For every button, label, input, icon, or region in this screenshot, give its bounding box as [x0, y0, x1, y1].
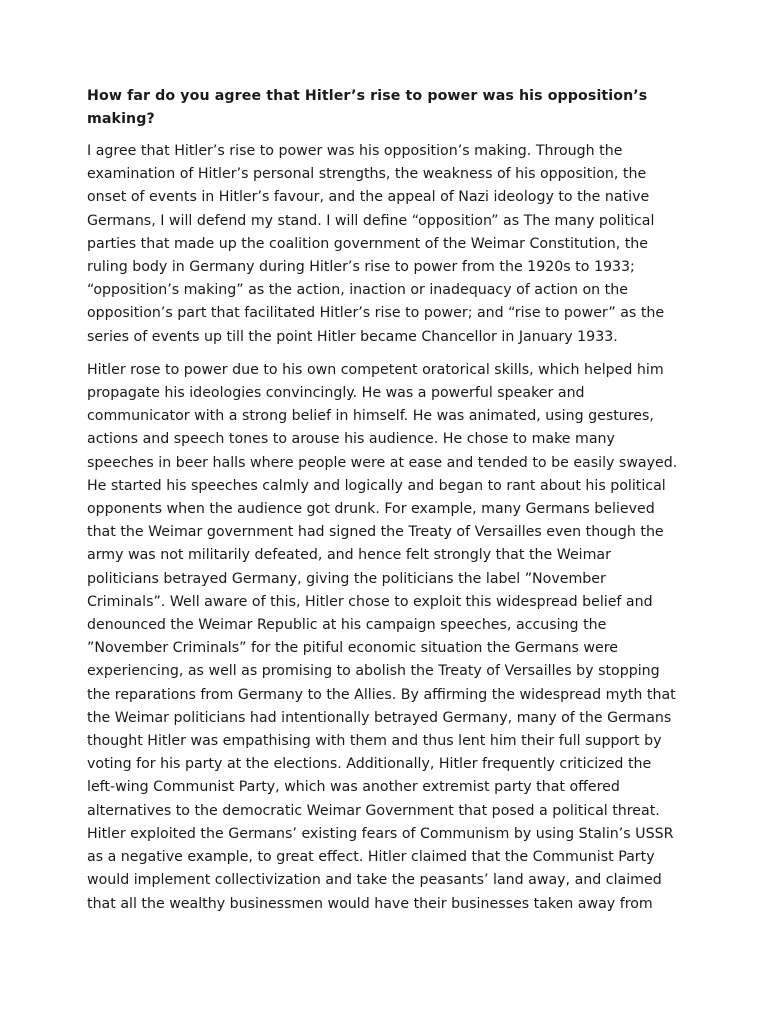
paragraph-oratory	[87, 359, 677, 916]
text-line: experiencing, as well as promising to abolish the Treaty of Versailles by stopping	[87, 663, 660, 680]
text-line: Germans, I will defend my stand. I will define “opposition” as The many political	[87, 212, 655, 229]
text-line: alternatives to the democratic Weimar Government that posed a political threat.	[87, 802, 660, 819]
text-line: thought Hitler was empathising with them and thus lent him their full support by	[87, 733, 662, 750]
text-line: denounced the Weimar Republic at his campaign speeches, accusing the	[87, 617, 607, 634]
text-line: Hitler rose to power due to his own competent oratorical skills, which helped him	[87, 361, 664, 378]
text-line: actions and speech tones to arouse his audience. He chose to make many	[87, 431, 615, 448]
title-line: How far do you agree that Hitler’s rise to power was his opposition’s	[87, 88, 648, 104]
text-line: series of events up till the point Hitler became Chancellor in January 1933.	[87, 328, 618, 345]
text-line: communicator with a strong belief in himself. He was animated, using gestures,	[87, 408, 654, 425]
text-line: opposition’s part that facilitated Hitler’s rise to power; and “rise to power” as the	[87, 305, 665, 322]
text-line: speeches in beer halls where people were at ease and tended to be easily swayed.	[87, 454, 678, 471]
text-line: Hitler exploited the Germans’ existing fears of Communism by using Stalin’s USSR	[87, 825, 674, 842]
text-line: ruling body in Germany during Hitler’s rise to power from the 1920s to 1933;	[87, 259, 635, 276]
text-line: onset of events in Hitler’s favour, and the appeal of Nazi ideology to the native	[87, 189, 650, 206]
essay-title	[87, 85, 677, 131]
text-line: would implement collectivization and take the peasants’ land away, and claimed	[87, 872, 662, 889]
text-line: “opposition’s making” as the action, inaction or inadequacy of action on the	[87, 282, 628, 299]
text-line: I agree that Hitler’s rise to power was his opposition’s making. Through the	[87, 143, 623, 159]
text-line: that the Weimar government had signed the Treaty of Versailles even though the	[87, 524, 664, 541]
text-line: He started his speeches calmly and logically and began to rant about his political	[87, 477, 666, 494]
text-line: army was not militarily defeated, and hence felt strongly that the Weimar	[87, 547, 611, 564]
text-line: the reparations from Germany to the Allies. By affirming the widespread myth that	[87, 686, 676, 703]
text-line: opponents when the audience got drunk. For example, many Germans believed	[87, 501, 655, 518]
title-line: making?	[87, 111, 155, 127]
text-line: left-wing Communist Party, which was another extremist party that offered	[87, 779, 620, 796]
text-line: politicians betrayed Germany, giving the politicians the label ”November	[87, 570, 606, 587]
text-line: Criminals”. Well aware of this, Hitler chose to exploit this widespread belief and	[87, 593, 653, 610]
paragraph-introduction	[87, 140, 677, 349]
text-line: parties that made up the coalition government of the Weimar Constitution, the	[87, 235, 649, 252]
text-line: voting for his party at the elections. Additionally, Hitler frequently criticized the	[87, 756, 652, 773]
text-line: as a negative example, to great effect. Hitler claimed that the Communist Party	[87, 849, 655, 866]
text-line: ”November Criminals” for the pitiful economic situation the Germans were	[87, 640, 618, 657]
document-body	[87, 85, 677, 926]
text-line: propagate his ideologies convincingly. He was a powerful speaker and	[87, 385, 585, 402]
text-line: examination of Hitler’s personal strengths, the weakness of his opposition, the	[87, 166, 647, 183]
text-line: the Weimar politicians had intentionally betrayed Germany, many of the Germans	[87, 709, 672, 726]
text-line: that all the wealthy businessmen would have their businesses taken away from	[87, 895, 653, 912]
